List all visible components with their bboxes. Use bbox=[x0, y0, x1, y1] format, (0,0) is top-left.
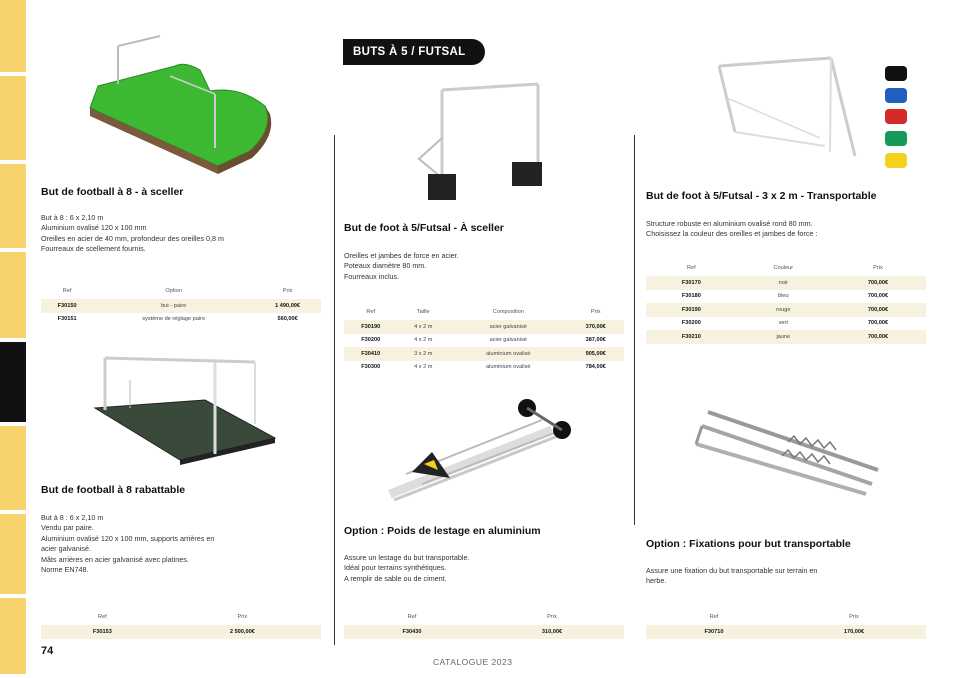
table-header: Prix bbox=[547, 614, 557, 620]
ref-cell: F30180 bbox=[681, 293, 701, 300]
table-header: Composition bbox=[492, 309, 524, 315]
but8r-line: Norme EN748. bbox=[41, 565, 89, 575]
section-banner: BUTS À 5 / FUTSAL bbox=[343, 39, 485, 65]
side-tabs bbox=[0, 0, 26, 678]
table-header: Ref bbox=[98, 614, 107, 620]
table-row bbox=[41, 625, 321, 639]
poids-line: Idéal pour terrains synthétiques. bbox=[344, 563, 447, 573]
price-cell: 387,00€ bbox=[585, 337, 606, 344]
but8r-line: acier galvanisé. bbox=[41, 544, 91, 554]
transportable-line: Structure robuste en aluminium ovalisé rond 80 mm. bbox=[646, 219, 813, 228]
size-cell: 3 x 2 m bbox=[397, 347, 449, 361]
but8r-description bbox=[41, 513, 214, 575]
but8r-line: But à 8 : 6 x 2,10 m bbox=[41, 513, 104, 522]
price-cell: 784,00€ bbox=[585, 364, 606, 371]
tab-7[interactable] bbox=[0, 514, 26, 598]
ref-cell: F30710 bbox=[646, 625, 782, 639]
transportable-goal-image bbox=[705, 52, 865, 164]
table-header: Prix bbox=[282, 288, 293, 294]
color-cell: jaune bbox=[737, 330, 830, 344]
tab-active[interactable] bbox=[0, 342, 26, 426]
ref-cell: F30151 bbox=[57, 316, 77, 323]
table-header: Taille bbox=[416, 309, 430, 315]
but8-price-table bbox=[41, 283, 321, 326]
table-row bbox=[646, 276, 926, 290]
table-row bbox=[344, 347, 624, 361]
ref-cell: F30410 bbox=[344, 347, 397, 361]
futsal-line: Oreilles et jambes de force en acier. bbox=[344, 251, 459, 260]
composition-cell: acier galvanisé bbox=[489, 337, 527, 344]
size-cell: 4 x 2 m bbox=[414, 337, 433, 344]
price-cell: 310,00€ bbox=[480, 625, 624, 639]
futsal-title: But de foot à 5/Futsal - À sceller bbox=[344, 222, 504, 234]
color-swatch-blue[interactable] bbox=[885, 88, 907, 103]
composition-cell: aluminium ovalisé bbox=[449, 347, 567, 361]
tab-8[interactable] bbox=[0, 598, 26, 678]
tab-2[interactable] bbox=[0, 76, 26, 164]
price-cell: 170,00€ bbox=[782, 625, 926, 639]
ref-cell: F30200 bbox=[681, 320, 701, 327]
price-cell: 560,00€ bbox=[277, 316, 298, 323]
ref-cell: F30150 bbox=[41, 299, 93, 313]
price-cell: 700,00€ bbox=[830, 303, 926, 317]
color-swatch-yellow[interactable] bbox=[885, 153, 907, 168]
transportable-price-table bbox=[646, 260, 926, 344]
fixations-line: Assure une fixation du but transportable sur terrain en bbox=[646, 566, 818, 575]
table-header: Prix bbox=[849, 614, 859, 620]
page-number: 74 bbox=[41, 645, 54, 657]
catalogue-footer: CATALOGUE 2023 bbox=[433, 657, 513, 667]
composition-cell: aluminium ovalisé bbox=[486, 364, 531, 371]
ref-cell: F30153 bbox=[41, 625, 164, 639]
tab-4[interactable] bbox=[0, 252, 26, 342]
column-divider-1 bbox=[334, 135, 335, 645]
fixations-line: herbe. bbox=[646, 576, 667, 586]
table-header: Prix bbox=[237, 614, 248, 620]
table-row bbox=[646, 317, 926, 331]
color-swatch-green[interactable] bbox=[885, 131, 907, 146]
price-cell: 2 500,00€ bbox=[164, 625, 321, 639]
price-cell: 1 490,00€ bbox=[254, 299, 321, 313]
tab-1[interactable] bbox=[0, 0, 26, 76]
but8-title: But de football à 8 - à sceller bbox=[41, 186, 184, 198]
table-row bbox=[344, 320, 624, 334]
option-cell: système de réglage paire bbox=[142, 316, 206, 323]
color-swatch-black[interactable] bbox=[885, 66, 907, 81]
fixations-description bbox=[646, 566, 817, 587]
ground-anchors-image bbox=[688, 404, 884, 496]
table-row bbox=[344, 334, 624, 348]
table-row bbox=[41, 313, 321, 327]
size-cell: 4 x 2 m bbox=[414, 364, 433, 371]
transportable-description bbox=[646, 219, 817, 240]
table-header: Couleur bbox=[773, 265, 794, 271]
ref-cell: F30210 bbox=[646, 330, 737, 344]
poids-line: A remplir de sable ou de ciment. bbox=[344, 573, 447, 583]
table-header: Prix bbox=[590, 309, 601, 315]
ref-cell: F30200 bbox=[361, 337, 381, 344]
but8r-line: Vendu par paire. bbox=[41, 523, 94, 533]
color-cell: noir bbox=[737, 276, 830, 290]
fixations-price-table bbox=[646, 609, 926, 639]
transportable-line: Choisissez la couleur des oreilles et jambes de force : bbox=[646, 229, 818, 239]
but8-line: Fourreaux de scellement fournis. bbox=[41, 244, 146, 254]
fixations-title: Option : Fixations pour but transportable bbox=[646, 538, 851, 550]
but8r-line: Aluminium ovalisé 120 x 100 mm, supports arrières en bbox=[41, 533, 215, 543]
futsal-line: Poteaux diamètre 80 mm. bbox=[344, 261, 427, 271]
price-cell: 370,00€ bbox=[567, 320, 624, 334]
but8r-price-table bbox=[41, 609, 321, 639]
but8r-title: But de football à 8 rabattable bbox=[41, 484, 186, 496]
table-row bbox=[646, 330, 926, 344]
but8-line: But à 8 : 6 x 2,10 m bbox=[41, 213, 104, 222]
price-cell: 700,00€ bbox=[830, 330, 926, 344]
folding-goal-image bbox=[85, 350, 280, 465]
ref-cell: F30190 bbox=[344, 320, 397, 334]
but8-line: Aluminium ovalisé 120 x 100 mm bbox=[41, 223, 147, 233]
ref-cell: F30170 bbox=[646, 276, 737, 290]
table-row bbox=[646, 290, 926, 304]
price-cell: 700,00€ bbox=[830, 276, 926, 290]
color-swatch-red[interactable] bbox=[885, 109, 907, 124]
table-header: Ref bbox=[366, 309, 376, 315]
poids-line: Assure un lestage du but transportable. bbox=[344, 553, 470, 562]
table-row bbox=[344, 361, 624, 375]
futsal-line: Fourreaux inclus. bbox=[344, 271, 400, 281]
table-header: Ref bbox=[62, 288, 72, 294]
futsal-goal-image bbox=[410, 78, 550, 206]
poids-price-table bbox=[344, 609, 624, 639]
table-header: Ref bbox=[686, 265, 696, 271]
but8r-line: Mâts arrières en acier galvanisé avec platines. bbox=[41, 554, 189, 564]
but8-description bbox=[41, 213, 224, 255]
futsal-price-table bbox=[344, 304, 624, 374]
column-divider-2 bbox=[634, 135, 635, 525]
table-row bbox=[344, 625, 624, 639]
ref-cell: F30430 bbox=[344, 625, 480, 639]
ballast-weight-image bbox=[382, 394, 582, 506]
color-cell: rouge bbox=[737, 303, 830, 317]
but8-line: Oreilles en acier de 40 mm, profondeur des oreilles 0,8 m bbox=[41, 233, 224, 243]
table-row bbox=[646, 625, 926, 639]
table-row bbox=[41, 299, 321, 313]
table-header: Prix bbox=[873, 265, 883, 271]
ref-cell: F30300 bbox=[361, 364, 381, 371]
table-header: Ref bbox=[407, 614, 417, 620]
ref-cell: F30190 bbox=[646, 303, 737, 317]
color-cell: vert bbox=[778, 320, 788, 327]
composition-cell: acier galvanisé bbox=[449, 320, 567, 334]
size-cell: 4 x 2 m bbox=[397, 320, 449, 334]
poids-description bbox=[344, 553, 469, 584]
poids-title: Option : Poids de lestage en aluminium bbox=[344, 525, 541, 537]
tab-3[interactable] bbox=[0, 164, 26, 252]
futsal-description bbox=[344, 251, 459, 282]
table-header: Option bbox=[165, 288, 182, 294]
color-cell: bleu bbox=[777, 293, 789, 300]
table-header: Ref bbox=[709, 614, 719, 620]
price-cell: 700,00€ bbox=[867, 320, 889, 327]
table-row bbox=[646, 303, 926, 317]
price-cell: 700,00€ bbox=[867, 293, 889, 300]
tab-6[interactable] bbox=[0, 426, 26, 514]
option-cell: but - paire bbox=[93, 299, 254, 313]
price-cell: 905,00€ bbox=[567, 347, 624, 361]
transportable-title: But de foot à 5/Futsal - 3 x 2 m - Transportable bbox=[646, 190, 877, 202]
goal-on-turf-image bbox=[90, 36, 280, 176]
